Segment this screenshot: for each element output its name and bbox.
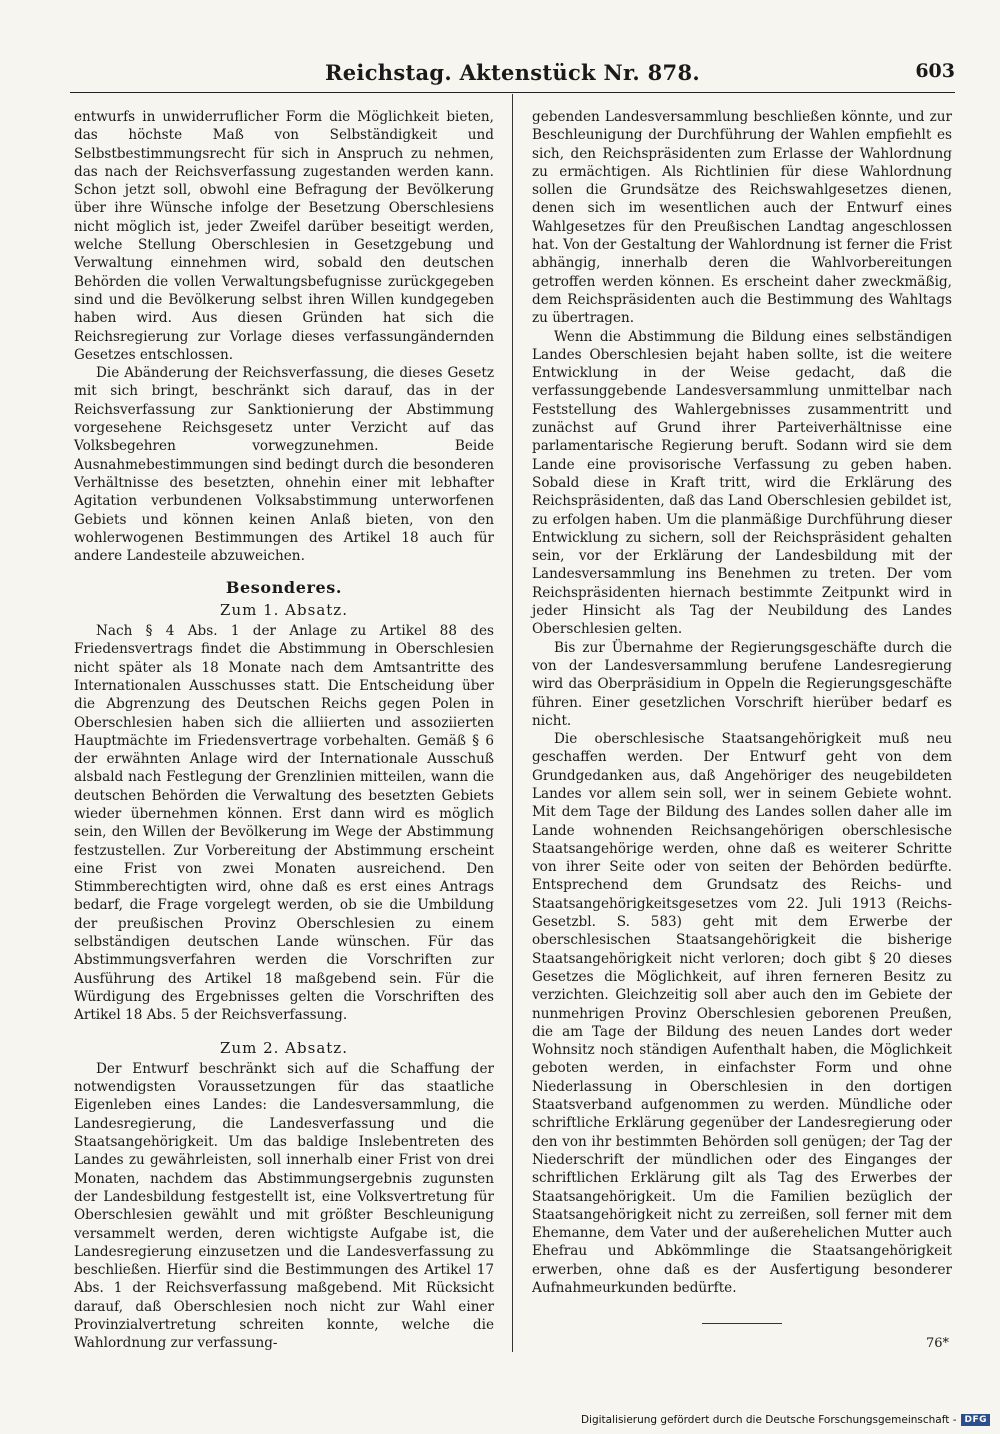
page-header [70,58,955,93]
column-divider [512,94,513,1352]
left-column [74,108,494,1353]
paragraph: Nach § 4 Abs. 1 der Anlage zu Artikel 88 des Friedensvertrags findet die Abstimmung in Oberschlesien nicht später als 18 Monate nach dem Amtsantritte des Internationalen Ausschusses statt. Die Entscheidung über die Abgrenzung des Deutschen Reichs gegen Polen in Oberschlesien haben sich die alliierten und assoziierten Hauptmächte im Friedensvertrage vorbehalten. Gemäß § 6 der erwähnten Anlage wird der Internationale Ausschuß alsbald nach Festlegung der Grenzlinien mitteilen, wann die deutschen Behörden die Verwaltung des besetzten Gebiets wieder übernehmen können. Erst dann wird es möglich sein, den Willen der Bevölkerung im Wege der Abstimmung festzustellen. Zur Vorbereitung der Abstimmung erscheint eine Frist von zwei Monaten ausreichend. Den Stimmberechtigten wird, ohne daß es erst eines Antrags bedarf, die Frage vorgelegt werden, ob sie die Umbildung der preußischen Provinz Oberschlesien zu einem selbständigen deutschen Lande wünschen. Für das Abstimmungsverfahren werden die Vorschriften zur Ausführung des Artikel 18 maßgebend sein. Für die Würdigung des Ergebnisses gelten die Vorschriften des Artikel 18 Abs. 5 der Reichsverfassung. [74,623,494,1024]
section-heading: Besonderes. [225,578,343,598]
subsection-heading: Zum 2. Absatz. [220,1038,348,1057]
digitization-credit [581,1414,990,1426]
credit-text: Digitalisierung gefördert durch die Deutsche Forschungsgemeinschaft - [580,1414,957,1426]
page-number: 603 [915,60,955,82]
right-column [532,108,952,1324]
paragraph: Wenn die Abstimmung die Bildung eines selbständigen Landes Oberschlesien bejaht haben sollte, ist die weitere Entwicklung in der Weise gedacht, daß die verfassunggebende Landesversammlung unmittelbar nach Feststellung des Wahlergebnisses zusammentritt und zunächst auf Grund ihrer Parteiverhältnisse eine parlamentarische Regierung beruft. Sodann wird sie dem Lande eine provisorische Verfassung zu geben haben. Sobald diese in Kraft tritt, wird die Erklärung des Reichspräsidenten, daß das Land Oberschlesien gebildet ist, zu erfolgen haben. Um die planmäßige Durchführung dieser Entwicklung zu sichern, soll der Reichspräsident gehalten sein, vor der Erklärung der Landesbildung mit der Landesversammlung ins Benehmen zu treten. Der vom Reichspräsidenten hiernach bestimmte Zeitpunkt wird in jeder Hinsicht als Tag der Neubildung des Landes Oberschlesien gelten. [532,328,952,638]
dfg-logo: DFG [961,1414,990,1426]
paragraph: Der Entwurf beschränkt sich auf die Schaffung der notwendigsten Voraussetzungen für das staatliche Eigenleben eines Landes: die Landesversammlung, die Landesregierung, die Landesverfassung und die Staatsangehörigkeit. Um das baldige Inslebentreten des Landes zu gewährleisten, soll innerhalb einer Frist von drei Monaten, nachdem das Abstimmungsergebnis zugunsten der Landesbildung festgestellt ist, eine Volksvertretung für Oberschlesien gewählt und mit größter Beschleunigung versammelt werden, deren wichtigste Aufgabe ist, die Landesregierung einzusetzen und die Landesverfassung zu beschließen. Hierfür sind die Bestimmungen des Artikel 17 Abs. 1 der Reichsverfassung maßgebend. Mit Rücksicht darauf, daß Oberschlesien noch nicht zur Wahl einer Provinzialvertretung schreiten konnte, welche die Wahlordnung zur verfassung- [74,1060,494,1352]
paragraph: Bis zur Übernahme der Regierungsgeschäfte durch die von der Landesversammlung berufene Landesregierung wird das Oberpräsidium in Oppeln die Regierungsgeschäfte führen. Einer gesetzlichen Vorschrift hierüber bedarf es nicht. [532,639,952,729]
end-rule [702,1323,782,1324]
paragraph: gebenden Landesversammlung beschließen könnte, und zur Beschleunigung der Durchführung der Wahlen empfiehlt es sich, den Reichspräsidenten zum Erlasse der Wahlordnung zu ermächtigen. Als Richtlinien für diese Wahlordnung sollen die Grundsätze des Reichswahlgesetzes dienen, denen sich im wesentlichen auch der Entwurf eines Wahlgesetzes für den Preußischen Landtag angeschlossen hat. Von der Gestaltung der Wahlordnung ist ferner die Frist abhängig, innerhalb deren die Wahlvorbereitungen getroffen werden können. Es erscheint daher zweckmäßig, dem Reichspräsidenten auch die Bestimmung des Wahltags zu übertragen. [532,109,952,327]
running-title: Reichstag. Aktenstück Nr. 878. [325,60,700,85]
signature-mark: 76* [925,1336,949,1351]
paragraph: entwurfs in unwiderruflicher Form die Möglichkeit bieten, das höchste Maß von Selbständigkeit und Selbstbestimmungsrecht für sich in Anspruch zu nehmen, das nach der Reichsverfassung zugestanden werden kann. Schon jetzt soll, obwohl eine Befragung der Bevölkerung über ihre Wünsche infolge der Besetzung Oberschlesiens nicht möglich ist, jeder Zweifel darüber beseitigt werden, welche Stellung Oberschlesien in Gesetzgebung und Verwaltung einnehmen wird, sobald den deutschen Behörden die vollen Verwaltungsbefugnisse zurückgegeben sind und die Bevölkerung selbst ihren Willen kundgegeben haben wird. Aus diesen Gründen hat sich die Reichsregierung zur Vorlage dieses verfassungändernden Gesetzes entschlossen. [74,109,494,363]
paragraph: Die oberschlesische Staatsangehörigkeit muß neu geschaffen werden. Der Entwurf geht von dem Grundgedanken aus, daß Angehöriger des neugebildeten Landes vor allem sein soll, wer in seinem Gebiete wohnt. Mit dem Tage der Bildung des Landes sollen daher alle im Lande wohnenden Reichsangehörigen oberschlesische Staatsangehörige werden, ohne daß es weiterer Schritte von ihrer Seite oder von seiten der Behörden bedürfte. Entsprechend dem Grundsatz des Reichs- und Staatsangehörigkeitsgesetzes vom 22. Juli 1913 (Reichs-Gesetzbl. S. 583) geht mit dem Erwerbe der oberschlesischen Staatsangehörigkeit die bisherige Staatsangehörigkeit nicht verloren; doch gibt § 20 dieses Gesetzes die Möglichkeit, auf ihren ferneren Besitz zu verzichten. Gleichzeitig soll aber auch den im Gebiete der nunmehrigen Provinz Oberschlesien geborenen Preußen, die am Tage der Bildung des neuen Landes dort weder Wohnsitz noch ständigen Aufenthalt haben, die Möglichkeit geboten werden, in einfachster Form und ohne Niederlassung in Oberschlesien in den dortigen Staatsverband aufgenommen zu werden. Mündliche oder schriftliche Erklärung gegenüber der Landesregierung oder den von ihr bestimmten Behörden soll genügen; der Tag der Niederschrift der mündlichen oder des Einganges der schriftlichen Erklärung gilt als Tag des Erwerbes der Staatsangehörigkeit. Um die Familien bezüglich der Staatsangehörigkeit nicht zu zerreißen, soll ferner mit dem Ehemanne, dem Vater und der außerehelichen Mutter auch Ehefrau und Abkömmlinge die Staatsangehörigkeit erwerben, ohne daß es der Ausfertigung besonderer Aufnahmeurkunden bedürfte. [532,731,952,1296]
document-page [70,58,955,1388]
paragraph: Die Abänderung der Reichsverfassung, die dieses Gesetz mit sich bringt, beschränkt sich darauf, das in der Reichsverfassung zur Sanktionierung der Abstimmung vorgesehene Reichsgesetz unter Verzicht auf das Volksbegehren vorwegzunehmen. Beide Ausnahmebestimmungen sind bedingt durch die besonderen Verhältnisse des besetzten, ohnehin einer mit lebhafter Agitation verbundenen Volksabstimmung unterworfenen Gebiets und können keinen Anlaß bieten, von den wohlerwogenen Bestimmungen des Artikel 18 auch für andere Landesteile abzuweichen. [74,365,494,565]
subsection-heading: Zum 1. Absatz. [220,600,348,619]
